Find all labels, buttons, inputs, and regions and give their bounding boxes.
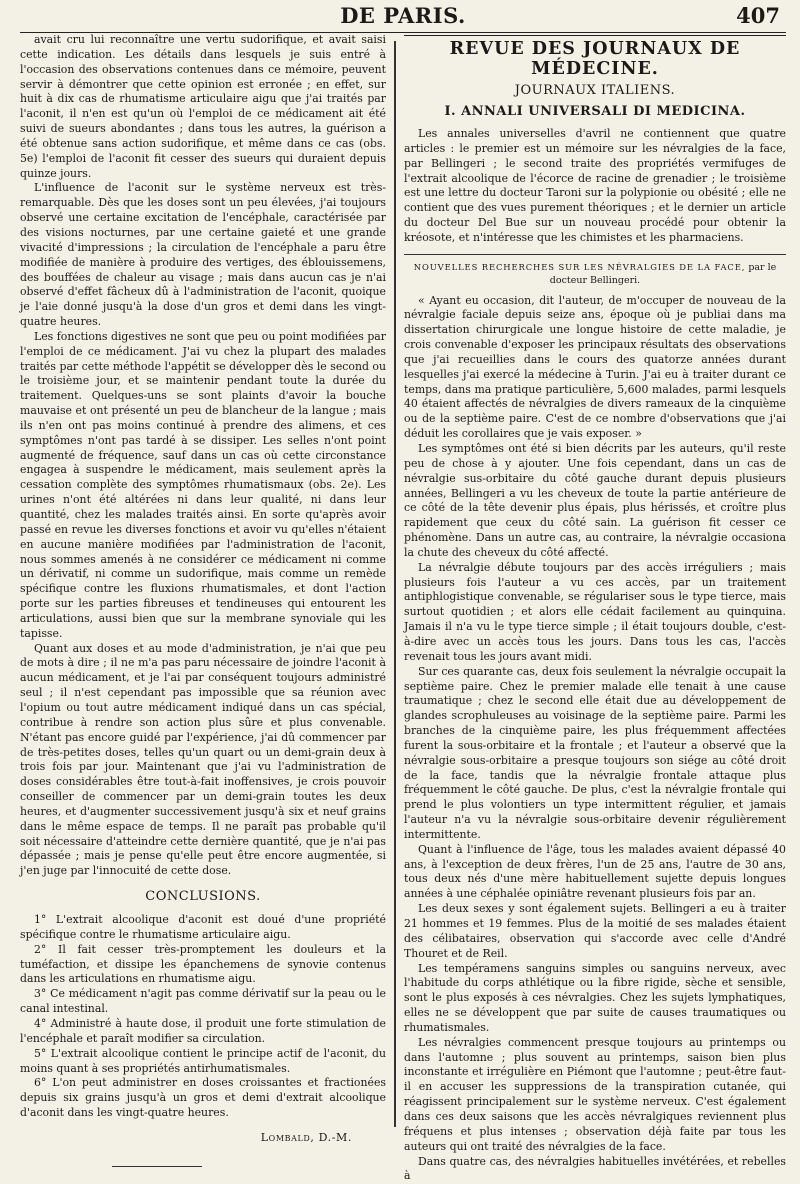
end-rule (112, 1166, 202, 1168)
right-column (404, 33, 786, 1184)
running-head (20, 0, 786, 33)
page-number: 407 (736, 3, 780, 28)
paragraph: Quant à l'influence de l'âge, tous les malades avaient dépassé 40 ans, à l'exception de deux frères, l'un de 25 ans, l'autre de 30 ans, tous deux nés d'une mère habituellement sujette depuis longues années à une céphalée opiniâtre revenant plusieurs fois par an. (404, 843, 786, 902)
columns (20, 33, 786, 1123)
running-title: DE PARIS. (20, 3, 786, 28)
paragraph: avait cru lui reconnaître une vertu sudorifique, et avait saisi cette indication. Les détails dans lesquels je suis entré à l'occasion des observations contenues dans ce mémoire, peuvent servir à démontrer que cette opinion est erronée ; en effet, sur huit à dix cas de rhumatisme articulaire aigu que j'ai traités par l'aconit, il n'en est qu'un où l'emploi de ce médicament ait été suivi de sueurs abondantes ; dans tous les autres, la guérison a été obtenue sans action sudorifique, et même dans ce cas (obs. 5e) l'emploi de l'aconit fit cesser des sueurs qui duraient depuis quinze jours. (20, 33, 386, 181)
conclusion-item: 3° Ce médicament n'agit pas comme dérivatif sur la peau ou le canal intestinal. (20, 987, 386, 1017)
paragraph: Les névralgies commencent presque toujours au printemps ou dans l'automne ; plus souvent au printemps, saison bien plus inconstante et irrégulière en Piémont que l'automne ; peut-être faut-il en accuser les suppressions de la transpiration cutanée, qui réagissent principalement sur le système nerveux. C'est également dans ces deux saisons que les accès névralgiques reviennent plus fréquens et plus intenses ; observation déjà faite par tous les auteurs qui ont traité des névralgies de la face. (404, 1036, 786, 1155)
conclusion-item: 4° Administré à haute dose, il produit une forte stimulation de l'encéphale et paraît modifier sa circulation. (20, 1017, 386, 1047)
paragraph: « Ayant eu occasion, dit l'auteur, de m'occuper de nouveau de la névralgie faciale depuis seize ans, époque où je publiai dans ma dissertation chirurgicale une longue histoire de cette maladie, je crois convenable d'exposer les principaux résultats des observations que j'ai recueillies dans le cours des quatorze années durant lesquelles j'ai exercé la médecine à Turin. J'ai eu à traiter durant ce temps, dans ma pratique particulière, 5,600 malades, parmi lesquels 40 étaient affectés de névralgies de divers rameaux de la cinquième ou de la septième paire. C'est de ce nombre d'observations que j'ai déduit les corollaires que je vais exposer. » (404, 294, 786, 442)
conclusion-item: 2° Il fait cesser très-promptement les douleurs et la tuméfaction, et dissipe les épanchemens de synovie contenus dans les articulations en rhumatisme aigu. (20, 943, 386, 988)
article-heading-title: NOUVELLES RECHERCHES SUR LES NÉVRALGIES DE LA FACE, (414, 262, 746, 272)
paragraph: La névralgie débute toujours par des accès irréguliers ; mais plusieurs fois l'auteur a vu ces accès, par un traitement antiphlogistique convenable, se régulariser sous le type tierce, mais surtout quotidien ; et alors elle cédait facilement au quinquina. Jamais il n'a vu le type tierce simple ; il était toujours double, c'est-à-dire avec un accès tous les jours. Dans tous les cas, l'accès revenait tous les jours avant midi. (404, 561, 786, 665)
author-signature: Lombald, D.-M. (20, 1131, 386, 1144)
intro-paragraph: Les annales universelles d'avril ne contiennent que quatre articles : le premier est un mémoire sur les névralgies de la face, par Bellingeri ; le second traite des propriétés vermifuges de l'extrait alcoolique de l'écorce de racine de grenadier ; le troisième est une lettre du docteur Taroni sur la polypionie ou obésité ; elle ne contient que des vues purement théoriques ; et le dernier un article du docteur Del Bue sur un nouveau procédé pour obtenir la kréosote, et n'intéresse que les chimistes et les pharmaciens. (404, 127, 786, 246)
paragraph: Les symptômes ont été si bien décrits par les auteurs, qu'il reste peu de chose à y ajouter. Une fois cependant, dans un cas de névralgie sus-orbitaire du côté gauche durant depuis plusieurs années, Bellingeri a vu les cheveux de toute la partie antérieure de ce côté de la tête devenir plus épais, plus hérissés, et croître plus rapidement que ceux du côté sain. La guérison fit cesser ce phénomène. Dans un autre cas, au contraire, la névralgie occasiona la chute des cheveux du côté affecté. (404, 442, 786, 561)
journal-title: I. ANNALI UNIVERSALI DI MEDICINA. (404, 104, 786, 119)
paragraph: Sur ces quarante cas, deux fois seulement la névralgie occupait la septième paire. Chez le premier malade elle tenait à une cause traumatique ; chez le second elle était due au développement de glandes scrophuleuses au voisinage de la septième paire. Parmi les branches de la cinquième paire, les plus fréquemment affectées furent la sous-orbitaire et la frontale ; et l'auteur a observé que la névralgie sous-orbitaire a presque toujours son siége au côté droit de la face, tandis que la névralgie frontale attaque plus fréquemment le côté gauche. De plus, c'est la névralgie frontale qui prend le plus volontiers un type intermittent régulier, et jamais l'auteur n'a vu la névralgie sous-orbitaire devenir régulièrement intermittente. (404, 665, 786, 843)
article-divider (404, 254, 786, 255)
paragraph: Les fonctions digestives ne sont que peu ou point modifiées par l'emploi de ce médicament. J'ai vu chez la plupart des malades traités par cette méthode l'appétit se développer dès le second ou le troisième jour, et se maintenir pendant toute la durée du traitement. Quelques-uns se sont plaints d'avoir la bouche mauvaise et ont présenté un peu de blancheur de la langue ; mais ils n'en ont pas moins continué à prendre des alimens, et ces symptômes n'ont pas tardé à se dissiper. Les selles n'ont point augmenté de fréquence, sauf dans un cas où cette circonstance engagea à suspendre le médicament, mais seulement après la cessation complète des symptômes rhumatismaux (obs. 2e). Les urines n'ont été altérées ni dans leur qualité, ni dans leur quantité, chez les malades traités ainsi. En sorte qu'après avoir passé en revue les diverses fonctions et avoir vu qu'elles n'étaient en aucune manière modifiées par l'administration de l'aconit, nous sommes amenés à ne considérer ce médicament ni comme un dérivatif, ni comme un sudorifique, mais comme un remède spécifique contre les fluxions rhumatismales, et dont l'action porte sur les parties fibreuses et tendineuses qui entourent les articulations, aussi bien que sur la membrane synoviale qui les tapisse. (20, 330, 386, 642)
column-divider (394, 41, 396, 1127)
conclusion-item: 5° L'extrait alcoolique contient le principe actif de l'aconit, du moins quant à ses propriétés antirhumatismales. (20, 1047, 386, 1077)
conclusion-item: 1° L'extrait alcoolique d'aconit est doué d'une propriété spécifique contre le rhumatisme articulaire aigu. (20, 913, 386, 943)
left-column (20, 33, 386, 1167)
paragraph: Les deux sexes y sont également sujets. Bellingeri a eu à traiter 21 hommes et 19 femmes. Plus de la moitié de ses malades étaient des célibataires, observation qui s'accorde avec celle d'André Thouret et de Reil. (404, 902, 786, 961)
paragraph: Les tempéramens sanguins simples ou sanguins nerveux, avec l'habitude du corps athlétique ou la fibre rigide, sèche et sensible, sont le plus exposés à ces névralgies. Chez les sujets lymphatiques, elles ne se développent que par suite de causes traumatiques ou rhumatismales. (404, 962, 786, 1036)
section-title: REVUE DES JOURNAUX DE MÉDECINE. (404, 35, 786, 79)
paragraph: Dans quatre cas, des névralgies habituelles invétérées, et rebelles à (404, 1155, 786, 1184)
conclusion-item: 6° L'on peut administrer en doses croissantes et fractionées depuis six grains jusqu'à un gros et demi d'extrait alcoolique d'aconit dans les vingt-quatre heures. (20, 1076, 386, 1121)
subsection-title: JOURNAUX ITALIENS. (404, 83, 786, 98)
paragraph: L'influence de l'aconit sur le système nerveux est très-remarquable. Dès que les doses sont un peu élevées, j'ai toujours observé une certaine excitation de l'encéphale, caractérisée par des visions nocturnes, par une certaine gaieté et une grande vivacité d'impressions ; la circulation de l'encéphale a paru être modifiée de manière à produire des vertiges, des éblouissemens, des bouffées de chaleur au visage ; mais dans aucun cas je n'ai observé d'effet fâcheux dû à l'administration de l'aconit, quoique je l'aie donné jusqu'à la dose d'un gros et demi dans les vingt-quatre heures. (20, 181, 386, 329)
conclusions-heading: CONCLUSIONS. (20, 889, 386, 904)
article-heading (404, 262, 786, 288)
article-heading-author: par le docteur Bellingeri. (550, 262, 776, 286)
paragraph: Quant aux doses et au mode d'administration, je n'ai que peu de mots à dire ; il ne m'a pas paru nécessaire de joindre l'aconit à aucun médicament, et je l'ai par conséquent toujours administré seul ; il n'est cependant pas impossible que sa réunion avec l'opium ou tout autre médicament indiqué dans un cas spécial, contribue à rendre son action plus sûre et plus convenable. N'étant pas encore guidé par l'expérience, j'ai dû commencer par de très-petites doses, telles qu'un quart ou un demi-grain deux à trois fois par jour. Maintenant que j'ai vu l'administration de doses considérables être tout-à-fait inoffensives, je crois pouvoir conseiller de commencer par un demi-grain toutes les deux heures, et d'augmenter successivement jusqu'à six et neuf grains dans le même espace de temps. Il ne paraît pas probable qu'il soit nécessaire d'atteindre cette dernière quantité, que je n'ai pas dépassée ; mais je pense qu'elle peut être encore augmentée, si j'en juge par l'innocuité de cette dose. (20, 642, 386, 880)
